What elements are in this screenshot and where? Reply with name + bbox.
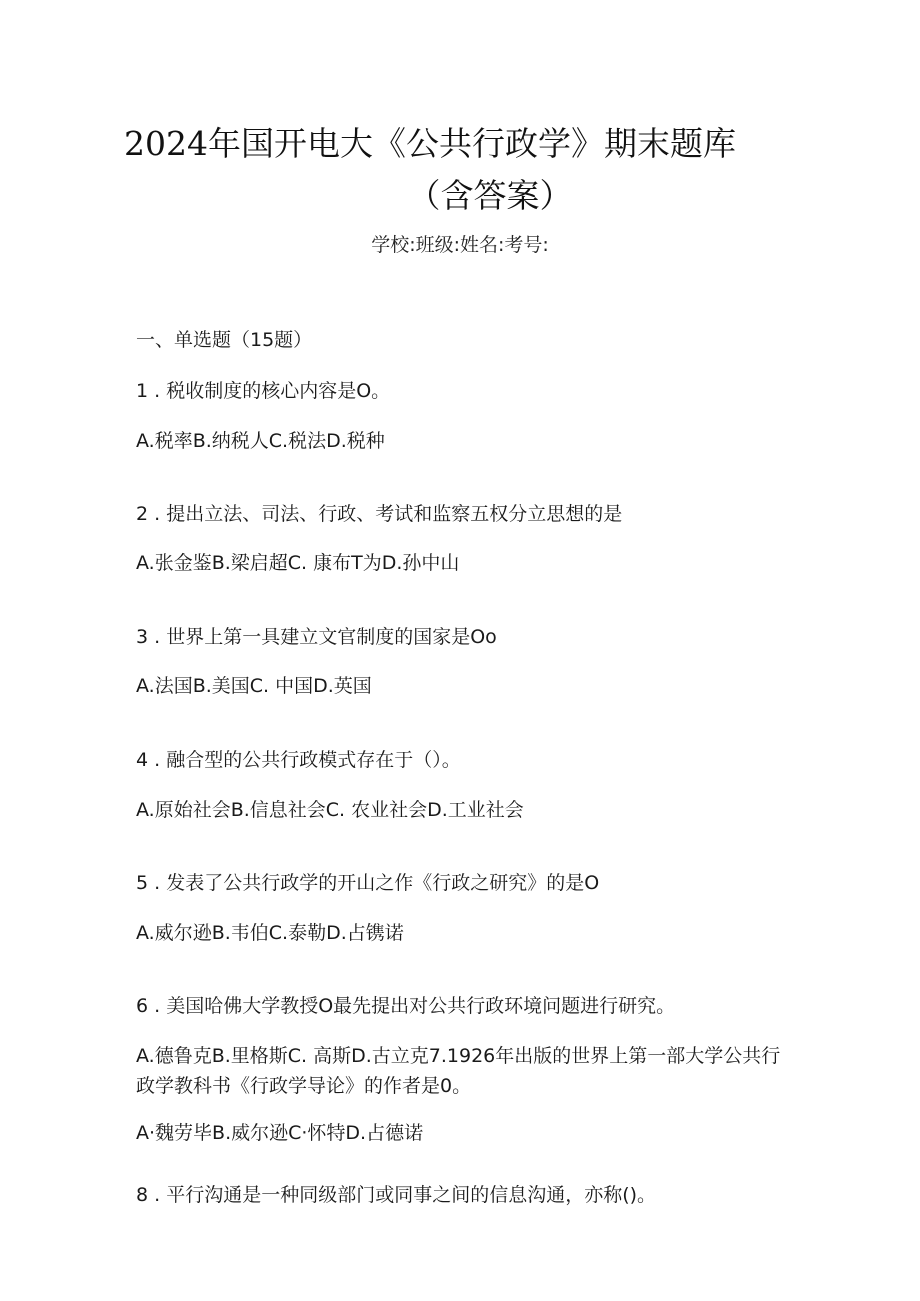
- question-8-stem: 8 . 平行沟通是一种同级部门或同事之间的信息沟通，亦称()。: [136, 1184, 657, 1206]
- meta-exam-no: 考号:: [504, 234, 549, 256]
- document-title-line1: 2024年国开电大《公共行政学》期末题库: [124, 124, 736, 163]
- question-4-options: A.原始社会B.信息社会C. 农业社会D.工业社会: [136, 799, 524, 821]
- question-1-options: A.税率B.纳税人C.税法D.税种: [136, 430, 385, 452]
- meta-school: 学校:: [371, 234, 416, 256]
- question-2-options: A.张金鉴B.梁启超C. 康布T为D.孙中山: [136, 552, 460, 574]
- meta-name: 姓名:: [460, 234, 505, 256]
- section-heading: 一、单选题（15题）: [136, 329, 313, 351]
- question-7-options: A·魏劳毕B.威尔逊C·怀特D.占德诺: [136, 1122, 424, 1144]
- question-3-stem: 3 . 世界上第一具建立文官制度的国家是Oo: [136, 626, 497, 648]
- question-4-stem: 4 . 融合型的公共行政模式存在于（）。: [136, 749, 461, 771]
- question-2-stem: 2 . 提出立法、司法、行政、考试和监察五权分立思想的是: [136, 503, 623, 525]
- question-6-stem: 6 . 美国哈佛大学教授O最先提出对公共行政环境问题进行研究。: [136, 995, 676, 1017]
- question-5-stem: 5 . 发表了公共行政学的开山之作《行政之研究》的是O: [136, 872, 600, 894]
- question-3-options: A.法国B.美国C. 中国D.英国: [136, 675, 372, 697]
- question-6-options: A.德鲁克B.里格斯C. 高斯D.古立克7.1926年出版的世界上第一部大学公共行政学教科书《行政学导论》的作者是0。: [136, 1045, 781, 1097]
- meta-class: 班级:: [415, 234, 460, 256]
- document-title-line2: （含答案）: [407, 176, 573, 215]
- question-5-options: A.威尔逊B.韦伯C.泰勒D.占镌诺: [136, 922, 404, 944]
- student-meta: [0, 230, 920, 257]
- question-1-stem: 1 . 税收制度的核心内容是O。: [136, 380, 391, 402]
